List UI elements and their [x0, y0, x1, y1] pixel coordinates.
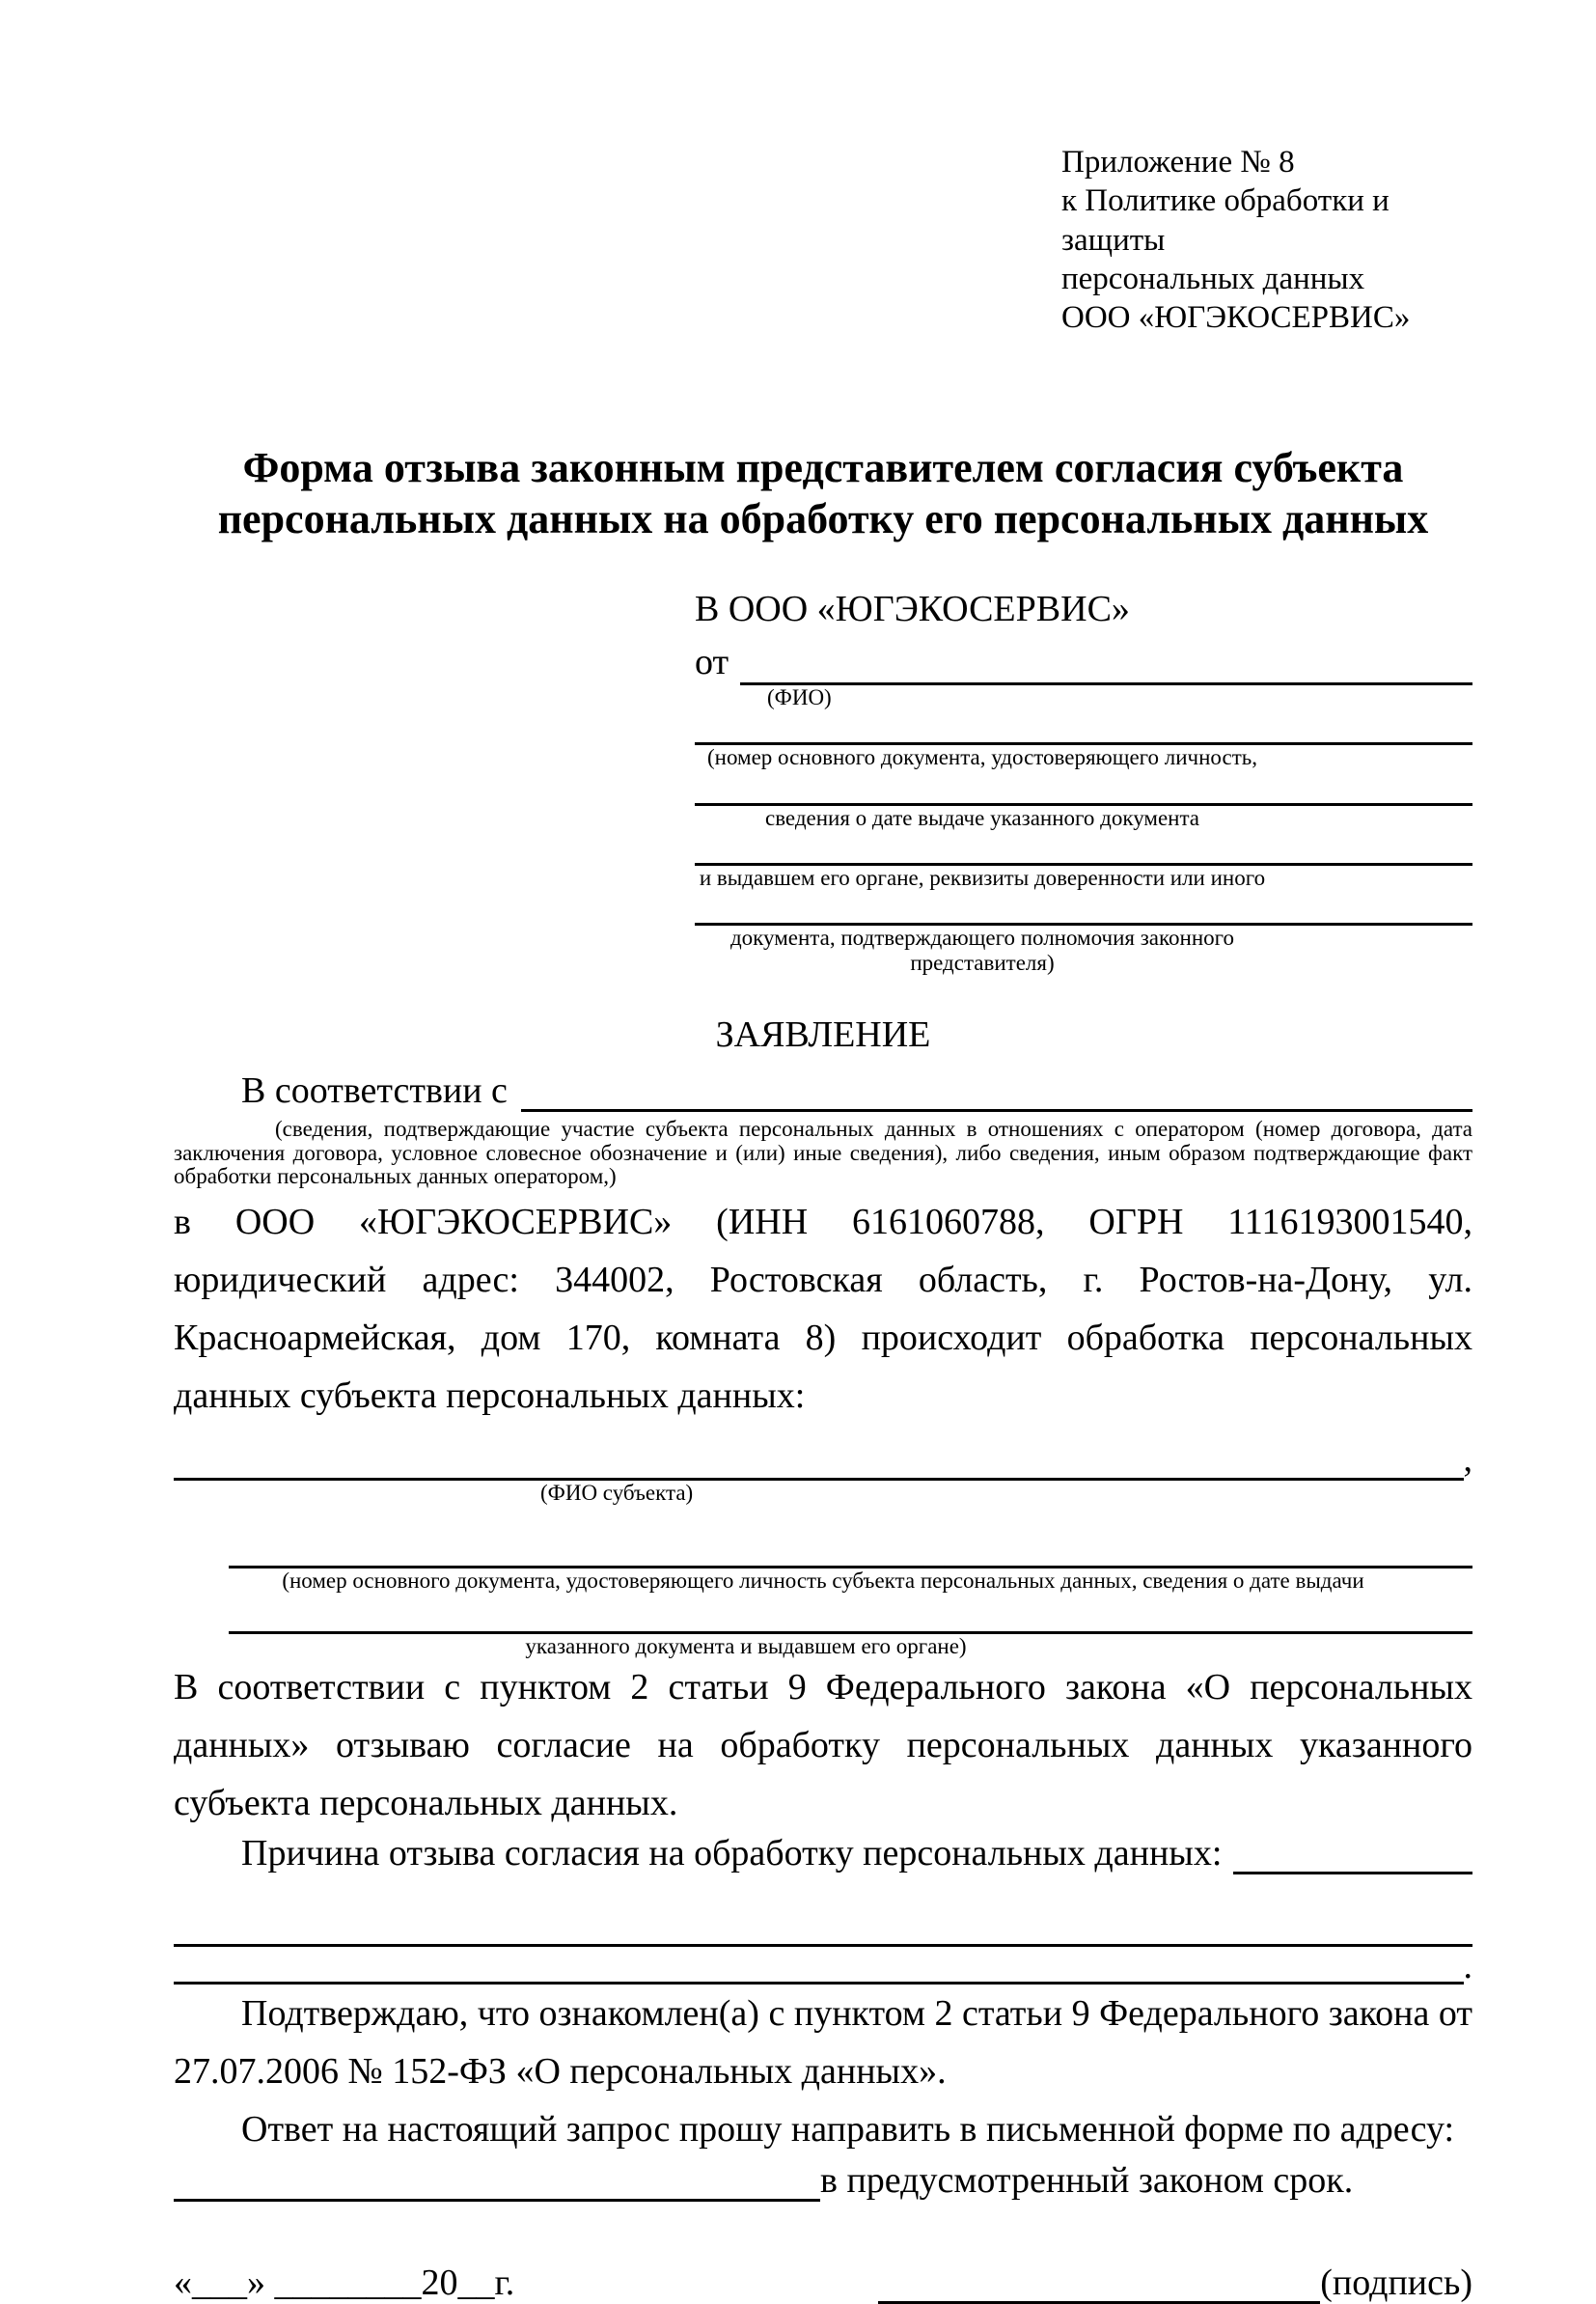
according-blank-field[interactable]: [521, 1109, 1472, 1112]
trailing-comma: ,: [1463, 1439, 1472, 1481]
title-line-2: персональных данных на обработку его персональных данных: [217, 495, 1429, 543]
doc-caption-2: сведения о дате выдаче указанного документа: [764, 805, 1200, 830]
subject-doc-field-group-1: [174, 1527, 1472, 1593]
appendix-line-1: Приложение № 8: [1061, 145, 1295, 180]
doc-authority-blank-field[interactable]: [695, 830, 1472, 866]
reply-address-blank-field[interactable]: [174, 2160, 820, 2202]
operator-paragraph: в ООО «ЮГЭКОСЕРВИС» (ИНН 6161060788, ОГРН 1116193001540, юридический адрес: 344002, Ростовская область, г. Ростов-на-Дону, ул. Красноармейская, дом 170, комната 8) происходит обработка персональных данных субъекта персональных данных:: [174, 1202, 1472, 1417]
signature-part: [878, 2262, 1472, 2304]
subject-doc-caption-1: (номер основного документа, удостоверяющего личность субъекта персональных данных, сведения о дате выдачи: [282, 1568, 1364, 1593]
basis-caption: (сведения, подтверждающие участие субъекта персональных данных в отношениях с оператором (номер договора, дата заключения договора, условное словесное обозначение и (или) иные сведения), либо сведения, иным образом подтверждающие факт обработки персональных данных оператором,): [174, 1116, 1472, 1189]
reason-label: Причина отзыва согласия на обработку персональных данных:: [241, 1833, 1223, 1874]
doc-field-group-1: [695, 709, 1472, 769]
subject-doc-blank-field-1[interactable]: [229, 1527, 1472, 1568]
appendix-line-3: персональных данных: [1061, 261, 1365, 296]
according-label: В соответствии с: [241, 1069, 508, 1111]
reason-blank-line-2[interactable]: [174, 1947, 1464, 1985]
appendix-line-4: ООО «ЮГЭКОСЕРВИС»: [1061, 300, 1411, 335]
doc-caption-3: и выдавшем его органе, реквизиты доверенности или иного: [699, 865, 1266, 890]
fio-caption: (ФИО): [767, 685, 832, 710]
addressee-block: [695, 588, 1472, 975]
title-line-1: Форма отзыва законным представителем согласия субъекта: [242, 444, 1404, 492]
withdraw-paragraph: В соответствии с пунктом 2 статьи 9 Федерального закона «О персональных данных» отзываю согласие на обработку персональных данных указанного субъекта персональных данных.: [174, 1667, 1472, 1824]
from-label: от: [695, 642, 729, 683]
date-signature-row: [174, 2262, 1472, 2304]
doc-field-group-3: [695, 830, 1472, 890]
confirm-paragraph: Подтверждаю, что ознакомлен(а) с пунктом 2 статьи 9 Федерального закона от 27.07.2006 № 152-ФЗ «О персональных данных».: [174, 1993, 1472, 2093]
subject-doc-blank-field-2[interactable]: [229, 1593, 1472, 1634]
doc-caption-1: (номер основного документа, удостоверяющего личность,: [706, 745, 1257, 770]
doc-number-blank-field[interactable]: [695, 709, 1472, 745]
addressee-to: В ООО «ЮГЭКОСЕРВИС»: [695, 588, 1130, 629]
reply-tail-text: в предусмотренный законом срок.: [820, 2159, 1354, 2201]
subject-doc-field-group-2: [174, 1593, 1472, 1658]
subject-fio-field-row: [174, 1438, 1472, 1481]
subject-fio-blank-field[interactable]: [174, 1439, 1464, 1481]
reason-field-row: [174, 1832, 1472, 1874]
trailing-period: .: [1463, 1946, 1472, 1987]
subject-doc-caption-2: указанного документа и выдавшем его органе): [525, 1634, 967, 1659]
appendix-line-2: к Политике обработки и защиты: [1061, 183, 1390, 258]
signature-caption: (подпись): [1320, 2262, 1472, 2303]
reason-blank-line-1[interactable]: [174, 1905, 1472, 1947]
statement-heading: ЗАЯВЛЕНИЕ: [715, 1013, 931, 1055]
reply-address-row: [174, 2159, 1472, 2202]
subject-fio-caption: (ФИО субъекта): [540, 1481, 694, 1506]
reply-paragraph: Ответ на настоящий запрос прошу направить в письменной форме по адресу:: [241, 2109, 1455, 2151]
signature-blank-field[interactable]: [878, 2262, 1320, 2304]
doc-field-group-4: [695, 890, 1472, 975]
from-field-row: [695, 641, 1472, 685]
from-fio-blank-field[interactable]: [740, 682, 1472, 685]
date-blank-field[interactable]: «___» ________20__г.: [174, 2262, 515, 2303]
document-title: [174, 443, 1472, 545]
according-field-row: [174, 1069, 1472, 1112]
doc-powers-blank-field[interactable]: [695, 890, 1472, 926]
doc-field-group-2: [695, 770, 1472, 830]
reason-blank-field[interactable]: [1233, 1872, 1472, 1874]
reason-blank-line-2-row: [174, 1947, 1472, 1985]
appendix-note: [1061, 143, 1472, 337]
doc-caption-4: документа, подтверждающего полномочия законного представителя): [729, 926, 1234, 975]
doc-issue-date-blank-field[interactable]: [695, 770, 1472, 806]
